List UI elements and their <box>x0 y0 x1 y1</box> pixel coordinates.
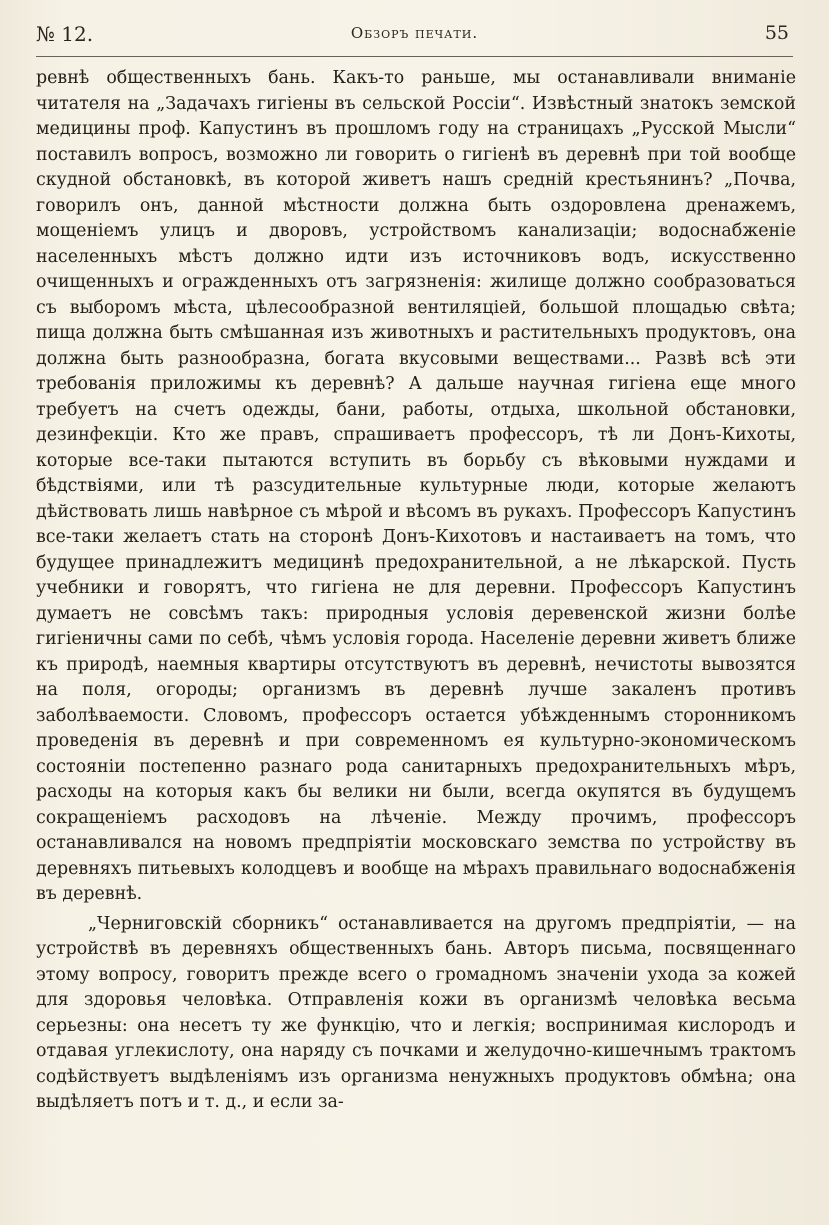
issue-number: № 12. <box>36 22 94 46</box>
page-number: 55 <box>764 22 789 44</box>
paragraph-chernigov: „Черниговскій сборникъ“ останавливается на другомъ предпріятіи, — на устройствѣ въ деревняхъ общественныхъ бань. Авторъ письма, посвященнаго этому вопросу, говоритъ прежде всего о громадномъ значеніи ухода за кожей для здоровья человѣка. Отправленія кожи въ организмѣ человѣка весьма серьезны: она несетъ ту же функцію, что и легкія; воспринимая кислородъ и отдавая углекислоту, она наряду съ почками и желудочно-кишечнымъ трактомъ содѣйствуетъ выдѣленіямъ изъ организма ненужныхъ продуктовъ обмѣна; она выдѣляетъ потъ и т. д., и если за- <box>36 913 796 1112</box>
paragraph-continued: ревнѣ общественныхъ бань. Какъ-то раньше, мы останавливали вниманіе читателя на „Задачахъ гигіены въ сельской Россіи“. Извѣстный знатокъ земской медицины проф. Капустинъ въ прошломъ году на страницахъ „Русской Мысли“ поставилъ вопросъ, возможно ли говорить о гигіенѣ въ деревнѣ при той вообще скудной обстановкѣ, въ которой живетъ нашъ средній крестьянинъ? „Почва, говорилъ онъ, данной мѣстности должна быть оздоровлена дренажемъ, мощеніемъ улицъ и дворовъ, устройствомъ канализаціи; водоснабженіе населенныхъ мѣстъ должно идти изъ источниковъ водъ, искусственно очищенныхъ и огражденныхъ отъ загрязненія: жилище должно сообразоваться съ выборомъ мѣста, цѣлесообразной вентиляціей, большой площадью свѣта; пища должна быть смѣшанная изъ животныхъ и растительныхъ продуктовъ, она должна быть разнообразна, богата вкусовыми веществами... Развѣ всѣ эти требованія приложимы къ деревнѣ? А дальше научная гигіена еще много требуетъ на счетъ одежды, бани, работы, отдыха, школьной обстановки, дезинфекціи. Кто же правъ, спрашиваетъ профессоръ, тѣ ли Донъ-Кихоты, которые все-таки пытаются вступить въ борьбу съ вѣковыми нуждами и бѣдствіями, или тѣ разсудительные культурные люди, которые желаютъ дѣйствовать лишь навѣрное съ мѣрой и вѣсомъ въ рукахъ. Профессоръ Капустинъ все-таки желаетъ стать на сторонѣ Донъ-Кихотовъ и настаиваетъ на томъ, что будущее принадлежитъ медицинѣ предохранительной, а не лѣкарской. Пусть учебники и говорятъ, что гигіена не для деревни. Профессоръ Капустинъ думаетъ не совсѣмъ такъ: природныя условія деревенской жизни болѣе гигіеничны сами по себѣ, чѣмъ условія города. Населеніе деревни живетъ ближе къ природѣ, наемныя квартиры отсутствуютъ въ деревнѣ, нечистоты вывозятся на поля, огороды; организмъ въ деревнѣ лучше закаленъ противъ заболѣваемости. Словомъ, профессоръ остается убѣжденнымъ сторонникомъ проведенія въ деревнѣ и при современномъ ея культурно-экономическомъ состояніи постепенно разнаго рода санитарныхъ предохранительныхъ мѣръ, расходы на которыя какъ бы велики ни были, всегда окупятся въ будущемъ сокращеніемъ расходовъ на лѣченіе. Между прочимъ, профессоръ останавливался на новомъ предпріятіи московскаго земства по устройству въ деревняхъ питьевыхъ колодцевъ и вообще на мѣрахъ правильнаго водоснабженія въ деревнѣ. <box>36 68 796 904</box>
running-header <box>36 18 793 48</box>
body-text <box>36 66 796 1116</box>
header-rule <box>36 56 793 57</box>
running-title: Обзоръ печати. <box>350 24 479 42</box>
